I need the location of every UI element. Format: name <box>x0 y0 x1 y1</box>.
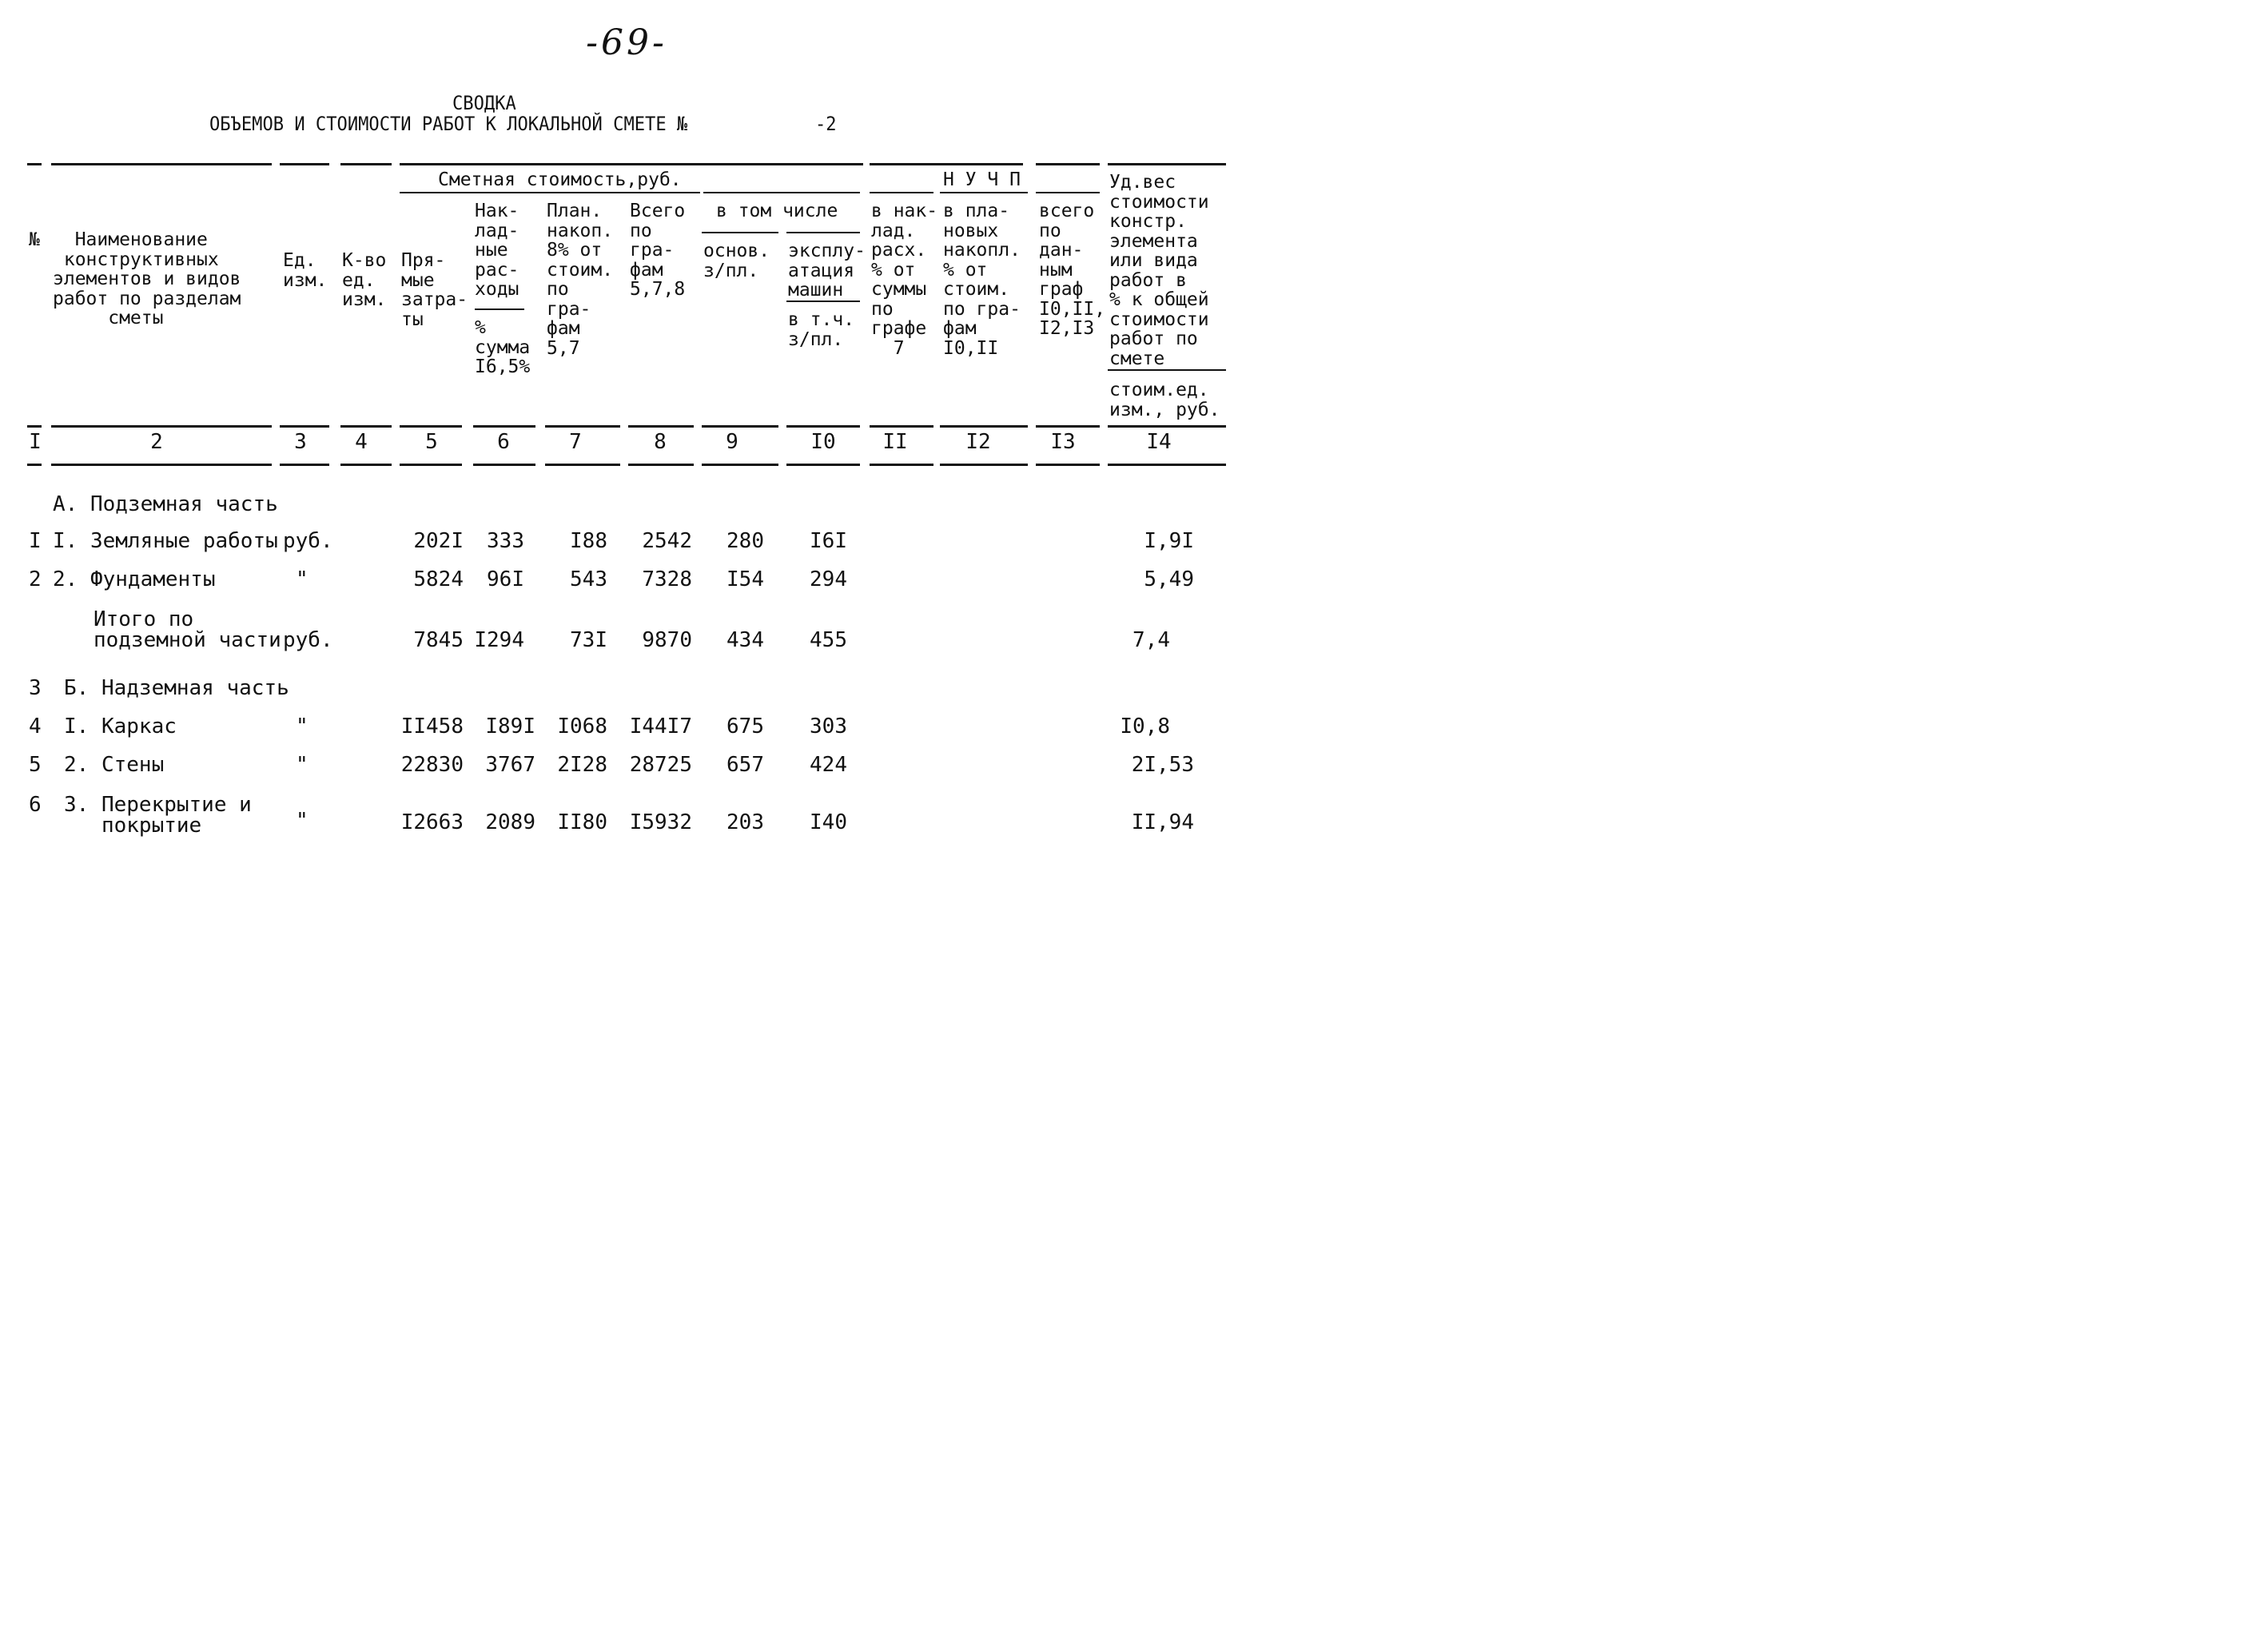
column-number: 6 <box>497 430 510 454</box>
row-overhead: 2089 <box>485 810 535 834</box>
row-overhead: 96I <box>487 567 524 591</box>
row-total: 9870 <box>642 628 692 652</box>
header-nuchp-plan: в пла- новых накопл. % от стоим. по гра- фам I0,II <box>943 201 1021 359</box>
row-share: 5,49 <box>1144 567 1194 591</box>
header-name: Наименование конструктивных элементов и видов работ по разделам сметы <box>53 229 241 328</box>
row-direct: 7845 <box>413 628 464 652</box>
title-line-2: ОБЪЕМОВ И СТОИМОСТИ РАБОТ К ЛОКАЛЬНОЙ СМЕТЕ № <box>209 113 688 135</box>
column-number: 3 <box>294 430 307 454</box>
row-basic-wage: I54 <box>726 567 764 591</box>
row-direct: 5824 <box>413 567 464 591</box>
column-number: 5 <box>425 430 438 454</box>
header-share: Уд.вес стоимости констр. элемента или вида работ в % к общей стоимости работ по смете <box>1109 172 1209 369</box>
row-plan: 2I28 <box>557 753 607 777</box>
column-number: I0 <box>810 430 836 454</box>
row-machine-op: 303 <box>810 715 847 738</box>
row-unit: " <box>296 715 309 738</box>
row-number: 6 <box>29 793 42 817</box>
row-share: I,9I <box>1144 529 1194 553</box>
rule-nuchp-3 <box>1036 192 1100 193</box>
table-row <box>0 754 1253 786</box>
rule-nuchp-2 <box>940 192 1028 193</box>
row-direct: II458 <box>400 715 464 738</box>
row-name: I. Земляные работы <box>53 529 278 553</box>
column-number: I4 <box>1146 430 1172 454</box>
table-row <box>0 794 1253 842</box>
column-number: 2 <box>150 430 163 454</box>
row-number: I <box>29 529 42 553</box>
column-number: II <box>882 430 908 454</box>
header-plan-accum: План. накоп. 8% от стоим. по гра- фам 5,7 <box>547 201 614 359</box>
row-total: 28725 <box>629 753 692 777</box>
row-total: I44I7 <box>629 715 692 738</box>
rule-share <box>1108 369 1226 371</box>
row-total: 7328 <box>642 567 692 591</box>
rule-machine-op <box>786 301 860 302</box>
rule-overhead <box>475 309 524 310</box>
row-plan: I068 <box>557 715 607 738</box>
row-name: 3. Перекрытие и покрытие <box>64 793 252 838</box>
row-share: 2I,53 <box>1131 753 1194 777</box>
row-unit: руб. <box>283 628 333 652</box>
header-direct: Пря- мые затра- ты <box>401 250 468 330</box>
row-number: 3 <box>29 676 42 700</box>
table-row <box>0 716 1253 748</box>
section-title: Б. Надземная часть <box>64 676 289 700</box>
row-plan: 73I <box>570 628 607 652</box>
header-nuchp-overhead: в нак- лад. расх. % от суммы по графе 7 <box>871 201 938 359</box>
row-direct: I2663 <box>400 810 464 834</box>
column-number: 9 <box>726 430 738 454</box>
row-name: 2. Фундаменты <box>53 567 216 591</box>
row-name: Итого по подземной части <box>93 607 281 652</box>
row-overhead: I89I <box>485 715 535 738</box>
header-overhead-pct: % сумма I6,5% <box>475 317 531 377</box>
header-unit-cost: стоим.ед. изм., руб. <box>1109 380 1220 420</box>
header-incl: в том числе <box>716 201 838 221</box>
row-direct: 22830 <box>400 753 464 777</box>
row-machine-op: I40 <box>810 810 847 834</box>
row-overhead: 3767 <box>485 753 535 777</box>
row-number: 5 <box>29 753 42 777</box>
row-unit: " <box>296 809 309 833</box>
row-basic-wage: 280 <box>726 529 764 553</box>
row-unit: " <box>296 753 309 777</box>
row-share: II,94 <box>1131 810 1194 834</box>
header-no: № <box>29 229 40 250</box>
rule-estimated-cost <box>400 192 700 193</box>
row-unit: руб. <box>283 529 333 553</box>
column-number: 8 <box>654 430 667 454</box>
table-row <box>0 569 1253 601</box>
table-row <box>0 531 1253 563</box>
header-machine-op: эксплу- атация машин <box>788 241 866 301</box>
rule-incl-1 <box>702 232 778 233</box>
column-number: 4 <box>355 430 368 454</box>
column-number: I2 <box>965 430 991 454</box>
row-basic-wage: 203 <box>726 810 764 834</box>
column-number: I <box>29 430 42 454</box>
row-basic-wage: 657 <box>726 753 764 777</box>
header-qty: К-во ед. изм. <box>342 250 387 310</box>
column-number: 7 <box>569 430 582 454</box>
header-basic-wage: основ. з/пл. <box>703 241 770 281</box>
rule-nuchp-1 <box>870 192 933 193</box>
group-nuchp: Н У Ч П <box>943 169 1021 190</box>
row-plan: I88 <box>570 529 607 553</box>
title-line-1: СВОДКА <box>452 92 516 114</box>
row-plan: II80 <box>557 810 607 834</box>
column-number: I3 <box>1050 430 1076 454</box>
row-machine-op: 294 <box>810 567 847 591</box>
section-title: А. Подземная часть <box>53 492 278 516</box>
row-share: 7,4 <box>1132 628 1170 652</box>
header-incl-wage: в т.ч. з/пл. <box>788 309 855 350</box>
page-number: -69- <box>586 22 667 63</box>
row-overhead: I294 <box>474 628 524 652</box>
rule-estimated-cost-2 <box>703 192 860 193</box>
header-total: Всего по гра- фам 5,7,8 <box>630 201 686 300</box>
header-unit: Ед. изм. <box>283 250 328 291</box>
row-overhead: 333 <box>487 529 524 553</box>
row-number: 4 <box>29 715 42 738</box>
row-machine-op: 455 <box>810 628 847 652</box>
rule-incl-2 <box>786 232 860 233</box>
row-basic-wage: 675 <box>726 715 764 738</box>
row-total: I5932 <box>629 810 692 834</box>
header-overhead: Нак- лад- ные рас- ходы <box>475 201 519 300</box>
row-number: 2 <box>29 567 42 591</box>
row-name: 2. Стены <box>64 753 165 777</box>
row-unit: " <box>296 567 309 591</box>
row-plan: 543 <box>570 567 607 591</box>
group-estimated-cost: Сметная стоимость,руб. <box>438 169 682 190</box>
row-machine-op: I6I <box>810 529 847 553</box>
row-share: I0,8 <box>1120 715 1170 738</box>
row-direct: 202I <box>413 529 464 553</box>
estimate-number: -2 <box>815 113 837 135</box>
row-name: I. Каркас <box>64 715 177 738</box>
row-total: 2542 <box>642 529 692 553</box>
table-row-subtotal <box>0 609 1253 660</box>
row-basic-wage: 434 <box>726 628 764 652</box>
header-nuchp-total: всего по дан- ным граф I0,II, I2,I3 <box>1039 201 1106 339</box>
row-machine-op: 424 <box>810 753 847 777</box>
table-row-section <box>0 678 1253 710</box>
